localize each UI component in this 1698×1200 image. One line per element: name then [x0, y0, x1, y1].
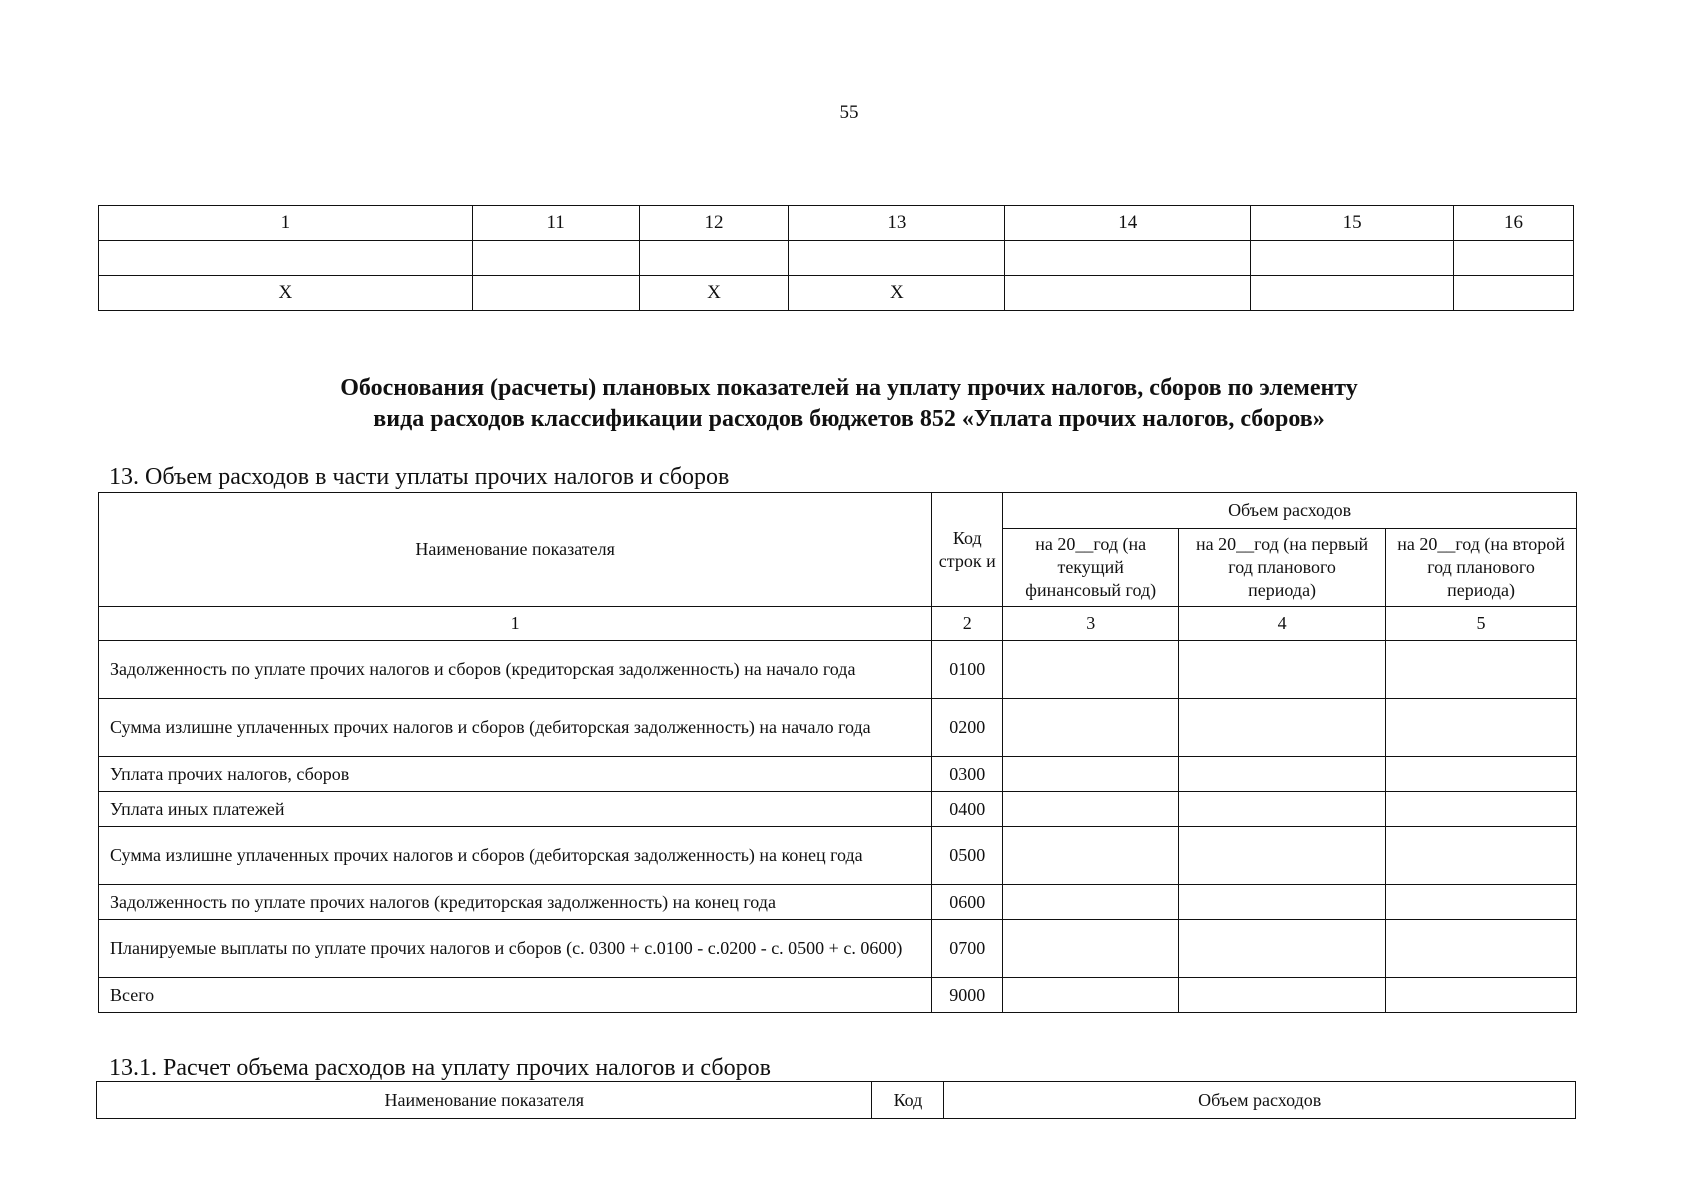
table-cell	[1251, 276, 1454, 311]
value-cell	[1386, 885, 1577, 920]
table-row	[99, 699, 1577, 757]
header-cell: 14	[1005, 206, 1251, 241]
table-row	[99, 885, 1577, 920]
row-code: 0700	[932, 920, 1003, 978]
header-year-current: на 20__год (на текущий финансовый год)	[1003, 529, 1179, 607]
value-cell	[1386, 641, 1577, 699]
section-13-1-caption: 13.1. Расчет объема расходов на уплату прочих налогов и сборов	[109, 1055, 771, 1081]
table-cell: Х	[99, 276, 473, 311]
value-cell	[1179, 641, 1386, 699]
row-code: 0400	[932, 792, 1003, 827]
value-cell	[1003, 885, 1179, 920]
header-cell: 15	[1251, 206, 1454, 241]
value-cell	[1179, 792, 1386, 827]
document-title	[0, 373, 1698, 435]
table-cell	[1454, 241, 1574, 276]
table-row	[99, 827, 1577, 885]
table-cell: Х	[789, 276, 1005, 311]
table-cell	[639, 241, 789, 276]
row-name: Сумма излишне уплаченных прочих налогов и сборов (дебиторская задолженность) на конец года	[99, 827, 932, 885]
table-cell	[1005, 241, 1251, 276]
title-line-1: Обоснования (расчеты) плановых показателей на уплату прочих налогов, сборов по элементу	[340, 375, 1358, 401]
header-name: Наименование показателя	[97, 1082, 872, 1119]
value-cell	[1003, 827, 1179, 885]
table-row	[99, 920, 1577, 978]
row-code: 0600	[932, 885, 1003, 920]
value-cell	[1386, 920, 1577, 978]
continuation-table	[98, 205, 1574, 311]
header-code: Код строк и	[932, 493, 1003, 607]
table-row	[99, 641, 1577, 699]
section-13-caption: 13. Объем расходов в части уплаты прочих налогов и сборов	[109, 464, 730, 490]
expenses-volume-table	[98, 492, 1577, 1013]
value-cell	[1003, 699, 1179, 757]
row-name: Всего	[99, 978, 932, 1013]
table-cell	[1005, 276, 1251, 311]
header-cell: 13	[789, 206, 1005, 241]
header-volume: Объем расходов	[944, 1082, 1576, 1119]
column-number: 1	[99, 607, 932, 641]
value-cell	[1179, 978, 1386, 1013]
value-cell	[1179, 699, 1386, 757]
header-cell: 16	[1454, 206, 1574, 241]
value-cell	[1386, 827, 1577, 885]
table-row-total	[99, 978, 1577, 1013]
header-name: Наименование показателя	[99, 493, 932, 607]
value-cell	[1386, 757, 1577, 792]
table-cell	[472, 276, 639, 311]
value-cell	[1386, 699, 1577, 757]
table-cell	[789, 241, 1005, 276]
page-number: 55	[839, 102, 859, 123]
column-number: 3	[1003, 607, 1179, 641]
header-cell: 1	[99, 206, 473, 241]
table-cell	[99, 241, 473, 276]
row-code: 0100	[932, 641, 1003, 699]
value-cell	[1003, 920, 1179, 978]
row-name: Сумма излишне уплаченных прочих налогов и сборов (дебиторская задолженность) на начало года	[99, 699, 932, 757]
calculation-table-header	[96, 1081, 1576, 1119]
row-name: Задолженность по уплате прочих налогов и сборов (кредиторская задолженность) на начало года	[99, 641, 932, 699]
value-cell	[1386, 792, 1577, 827]
table-row	[99, 757, 1577, 792]
value-cell	[1179, 757, 1386, 792]
table-cell	[1251, 241, 1454, 276]
value-cell	[1003, 792, 1179, 827]
table-row	[99, 241, 1574, 276]
column-number: 4	[1179, 607, 1386, 641]
value-cell	[1003, 641, 1179, 699]
row-code: 0200	[932, 699, 1003, 757]
row-name: Уплата прочих налогов, сборов	[99, 757, 932, 792]
header-code: Код	[872, 1082, 944, 1119]
table-header-row	[99, 493, 1577, 529]
header-year-second: на 20__год (на второй год планового периода)	[1386, 529, 1577, 607]
header-volume: Объем расходов	[1003, 493, 1577, 529]
header-cell: 11	[472, 206, 639, 241]
column-number: 5	[1386, 607, 1577, 641]
value-cell	[1179, 827, 1386, 885]
row-name: Задолженность по уплате прочих налогов (кредиторская задолженность) на конец года	[99, 885, 932, 920]
row-code: 0500	[932, 827, 1003, 885]
value-cell	[1386, 978, 1577, 1013]
header-year-first: на 20__год (на первый год планового периода)	[1179, 529, 1386, 607]
column-number-row	[99, 607, 1577, 641]
row-code: 9000	[932, 978, 1003, 1013]
value-cell	[1179, 885, 1386, 920]
title-line-2: вида расходов классификации расходов бюджетов 852 «Уплата прочих налогов, сборов»	[373, 406, 1325, 432]
value-cell	[1179, 920, 1386, 978]
table-header-row	[97, 1082, 1576, 1119]
row-name: Уплата иных платежей	[99, 792, 932, 827]
column-number: 2	[932, 607, 1003, 641]
table-header-row	[99, 206, 1574, 241]
row-code: 0300	[932, 757, 1003, 792]
table-cell	[1454, 276, 1574, 311]
value-cell	[1003, 757, 1179, 792]
header-cell: 12	[639, 206, 789, 241]
value-cell	[1003, 978, 1179, 1013]
table-cell: Х	[639, 276, 789, 311]
table-cell	[472, 241, 639, 276]
table-row	[99, 276, 1574, 311]
table-row	[99, 792, 1577, 827]
row-name: Планируемые выплаты по уплате прочих налогов и сборов (с. 0300 + с.0100 - с.0200 - с. 0500 + с. 0600)	[99, 920, 932, 978]
